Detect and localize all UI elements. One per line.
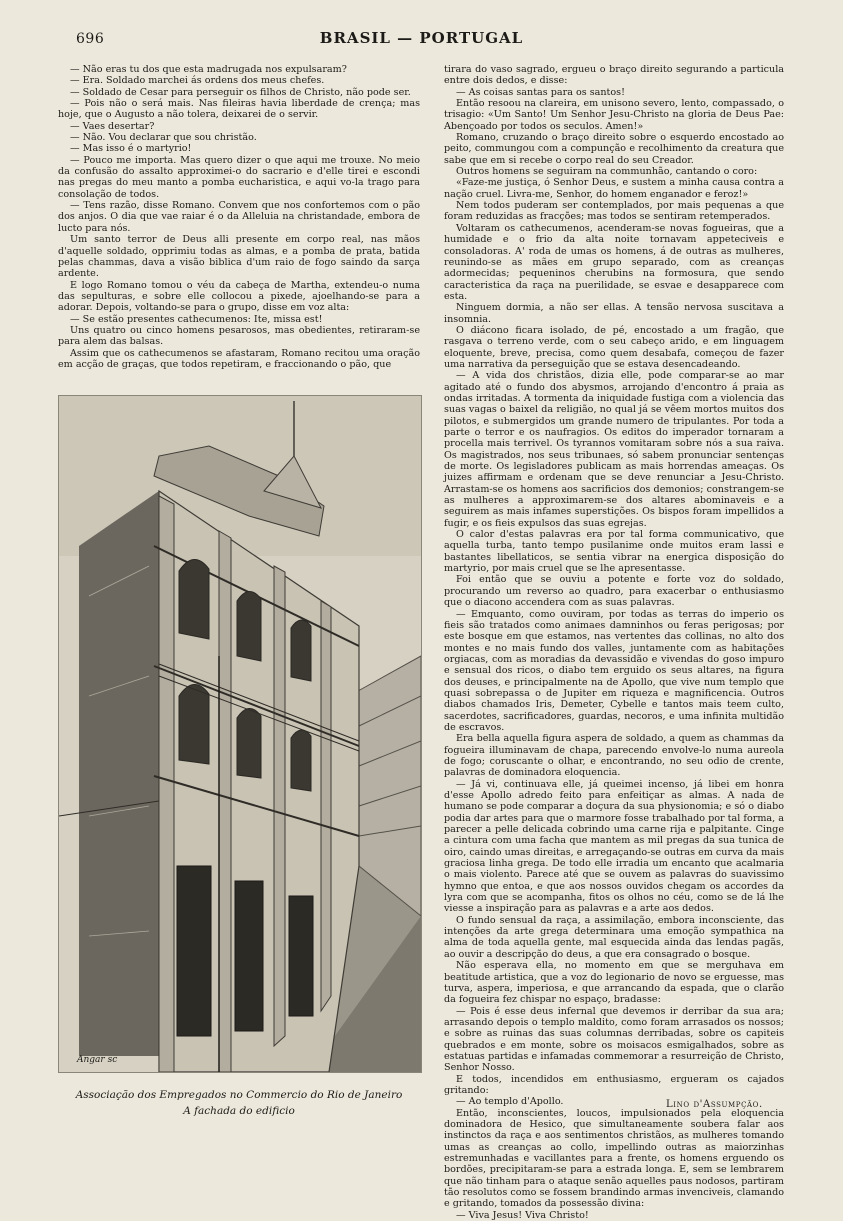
paragraph: «Faze-me justiça, ó Senhor Deus, e sustem a minha causa contra a nação cruel. Livra-me, Senhor, do homem enganador e feroz!» — [444, 177, 784, 200]
paragraph: — Emquanto, como ouviram, por todas as terras do imperio os fieis são tratados como animaes damninhos ou feras perigosas; por este bosque em que estamos, nas vertentes das collinas, no alto dos montes e no mais fundo dos valles, juntamente com as habitações orgiacas, com as moradias da devassidão e vivendas do goso impuro e sensual dos ricos, o diabo tem erguido os seus altares, na figura dos deuses, e principalmente na de Apollo, que vive num templo que quasi sobrepassa o de Jupiter em riqueza e magnificencia. Outros diabos chamados Iris, Demeter, Cybelle e tantos mais teem culto, sacerdotes, sacrificadores, guardas, necoros, e uma infinita multidão de escravos. — [444, 608, 784, 733]
paragraph: O calor d'estas palavras era por tal forma communicativo, que aquella turba, tanto tempo pusilanime onde muitos eram lassi e bastantes libellaticos, se sentia vibrar na energica disposição do martyrio, por mais cruel que se lhe apresentasse. — [444, 529, 784, 575]
paragraph: — As coisas santas para os santos! — [456, 86, 625, 98]
paragraph: — Tens razão, disse Romano. Convem que nos confortemos com o pão dos anjos. O dia que vae raiar é o da Alleluia na christandade, embora de lucto para nós. — [58, 200, 420, 234]
paragraph: Um santo terror de Deus alli presente em corpo real, nas mãos d'aquelle soldado, opprimiu todas as almas, e a pomba de prata, batida pelas chammas, dava a visão biblica d'um raio de fogo saindo da sarça ardente. — [58, 234, 420, 280]
paragraph: — Soldado de Cesar para perseguir os filhos de Christo, não pode ser. — [70, 86, 411, 98]
paragraph: Nem todos puderam ser contemplados, por mais pequenas a que foram reduzidas as fracções; mas todos se sentiram retemperados. — [444, 200, 784, 223]
paragraph: Voltaram os cathecumenos, acenderam-se novas fogueiras, que a humidade e o frio da alta noite tornavam appeteciveis e consoladoras. A' roda de umas os homens, á de outras as mulheres, reunindo-se as mães em grupo separado, com as creanças adormecidas; pequeninos cherubins na formosura, que sendo caracteristica da raça na puerilidade, se esvae e desapparece com esta. — [444, 222, 784, 302]
paragraph: Era bella aquella figura aspera de soldado, a quem as chammas da fogueira illuminavam de chapa, parecendo envolve-lo numa aureola de fogo; coruscante o olhar, e encontrando, no seu odio de crente, palavras de dominadora eloquencia. — [444, 733, 784, 779]
paragraph: — Mas isso é o martyrio! — [70, 143, 192, 155]
paragraph: Romano, cruzando o braço direito sobre o esquerdo encostado ao peito, commungou com a compunção e recolhimento da creatura que sabe que em si recebe o corpo real do seu Creador. — [444, 132, 784, 166]
running-head: BRASIL — PORTUGAL — [319, 29, 524, 47]
paragraph: Então resoou na clareira, em unisono severo, lento, compassado, o trisagio: «Um Santo! Um Senhor Jesu-Christo na gloria de Deus Pae: Abençoado por todos os seculos. Amen!» — [444, 98, 784, 132]
paragraph: Ninguem dormia, a não ser ellas. A tensão nervosa suscitava a insomnia. — [444, 302, 784, 325]
paragraph: — A vida dos christãos, dizia elle, pode comparar-se ao mar agitado até o fundo dos abysmos, arrojando d'encontro á praia as ondas irritadas. A tormenta da iniquidade fustiga com a violencia das suas vagas o baixel da religião, no qual já se vêem mortos muitos dos pilotos, e submergidos um grande numero de tripulantes. Por toda a parte o terror e os naufragios. Os editos do imperador tornaram a procella mais terrivel. Os tyrannos vomitaram sobre nós a sua raiva. Os magistrados, nos seus tribunaes, só sabem pronunciar sentenças de morte. Os legisladores publicam as mais horrendas ameaças. Os juizes affirmam e ordenam que se deve renunciar a Jesu-Christo. Arrastam-se os homens aos sacrificios dos demonios; constrangem-se as mulheres a approximarem-se dos altares abominaveis e a seguirem as mais infames superstições. Os bispos foram impellidos a fugir, e os fieis expulsos das suas egrejas. — [444, 370, 784, 529]
paragraph: — Ao templo d'Apollo. — [456, 1096, 564, 1108]
paragraph: E todos, incendidos em enthusiasmo, ergueram os cajados gritando: — [444, 1073, 784, 1096]
paragraph: — Pouco me importa. Mas quero dizer o que aqui me trouxe. No meio da confusão do assalto approximei-o do sacrario e d'elle tirei e escondi nas pregas do meu manto a pomba eucharistica, e aqui vo-la trago para consolação de todos. — [58, 154, 420, 200]
figure-caption — [58, 1087, 420, 1119]
paragraph: — Já vi, continuava elle, já queimei incenso, já libei em honra d'esse Apollo adredo feito para enfeitiçar as almas. A nada de humano se pode comparar a doçura da sua physionomia; e só o diabo podia dar artes para que o marmore fosse trabalhado por tal forma, a parecer a pelle delicada cobrindo uma carne rija e palpitante. Cinge a cintura com uma facha que mantem as mil pregas da sua tunica de oiro, caindo umas direitas, e arregaçando-se outras em curva da mais graciosa linha grega. De todo elle irradia um encanto que acalmaria o mais violento. Parece até que se ouvem as palavras do suavissimo hymno que entoa, e que aos nossos ouvidos chegam os accordes da lyra com que se acompanha, fitos os olhos no céu, como se de lá lhe viesse a inspiração para as palavras e a arte aos dedos. — [444, 778, 784, 915]
paragraph: O fundo sensual da raça, a assimilação, embora inconsciente, das intenções da arte grega determinara uma emoção sympathica na alma de toda aquella gente, mal esquecida ainda das lendas pagãs, ao ouvir a descripção do deus, a que era consagrado o bosque. — [444, 914, 784, 960]
paragraph: — Vaes desertar? — [70, 120, 155, 132]
engraver-mark: Angar sc — [77, 1055, 118, 1065]
paragraph: — Viva Jesus! Viva Christo! — [456, 1209, 589, 1221]
author-signature: Lino d'Assumpção. — [666, 1099, 763, 1110]
paragraph: Assim que os cathecumenos se afastaram, Romano recitou uma oração em acção de graças, que todos repetiram, e fraccionando o pão, que — [58, 347, 420, 370]
caption-line-2: A fachada do edificio — [183, 1105, 295, 1117]
right-column — [444, 64, 784, 1221]
caption-line-1: Associação dos Empregados no Commercio do Rio de Janeiro — [75, 1089, 403, 1101]
left-column — [58, 64, 420, 370]
page-number: 696 — [76, 31, 105, 47]
paragraph: tirara do vaso sagrado, ergueu o braço direito segurando a particula entre dois dedos, e disse: — [444, 64, 784, 87]
building-illustration — [58, 395, 422, 1073]
paragraph: Não esperava ella, no momento em que se merguhava em beatitude artistica, que a voz do legionario de novo se erguesse, mas turva, aspera, imperiosa, e que arrancando da espada, que o clarão da fogueira fez chispar no espaço, bradasse: — [444, 960, 784, 1006]
paragraph: Uns quatro ou cinco homens pesarosos, mas obedientes, retiraram-se para alem das balsas. — [58, 324, 420, 348]
paragraph: — Se estão presentes cathecumenos: Ite, missa est! — [70, 313, 323, 325]
facade-engraving — [59, 396, 421, 1072]
paragraph: — Não eras tu dos que esta madrugada nos expulsaram? — [70, 64, 347, 75]
paragraph: — Era. Soldado marchei ás ordens dos meus chefes. — [70, 75, 325, 87]
paragraph: — Pois é esse deus infernal que devemos ir derribar da sua ara; arrasando depois o templo maldito, como foram arrasados os nossos; e sobre as ruinas das suas columnas derribadas, sobre os capiteis quebrados e em monte, sobre os moisacos esmigalhados, sobre as estatuas partidas e infamadas commemorar a resurreição de Christo, Senhor Nosso. — [444, 1005, 784, 1074]
paragraph: Então, inconscientes, loucos, impulsionados pela eloquencia dominadora de Hesico, que simultaneamente soubera falar aos instinctos da raça e aos sentimentos christãos, as mulheres tomando umas as creanças ao collo, impellindo outras as maiorzinhas estremunhadas e vacillantes para a frente, os homens erguendo os bordões, precipitaram-se para a estrada longa. E, sem se lembrarem que não tinham para o ataque senão aquelles paus nodosos, partiram tão resolutos como se fossem brandindo armas invenciveis, clamando e gritando, tomados da possessão divina: — [444, 1107, 784, 1210]
paragraph: Outros homens se seguiram na communhão, cantando o coro: — [456, 166, 758, 178]
paragraph: Foi então que se ouviu a potente e forte voz do soldado, procurando um reverso ao quadro, para exacerbar o enthusiasmo que o diacono accendera com as suas palavras. — [444, 574, 784, 609]
paragraph: E logo Romano tomou o véu da cabeça de Martha, extendeu-o numa das sepulturas, e sobre elle collocou a pixede, ajoelhando-se para a adorar. Depois, voltando-se para o grupo, disse em voz alta: — [58, 279, 420, 314]
paragraph: O diácono ficara isolado, de pé, encostado a um fragão, que rasgava o terreno verde, com o seu cabeço arido, e em linguagem eloquente, breve, precisa, como quem desabafa, começou de fazer uma narrativa da perseguição que se estava desencadeando. — [444, 324, 784, 370]
paragraph: — Não. Vou declarar que sou christão. — [70, 132, 257, 144]
paragraph: — Pois não o será mais. Nas fileiras havia liberdade de crença; mas hoje, que o Augusto a não tolera, deixarei de o servir. — [58, 98, 420, 121]
